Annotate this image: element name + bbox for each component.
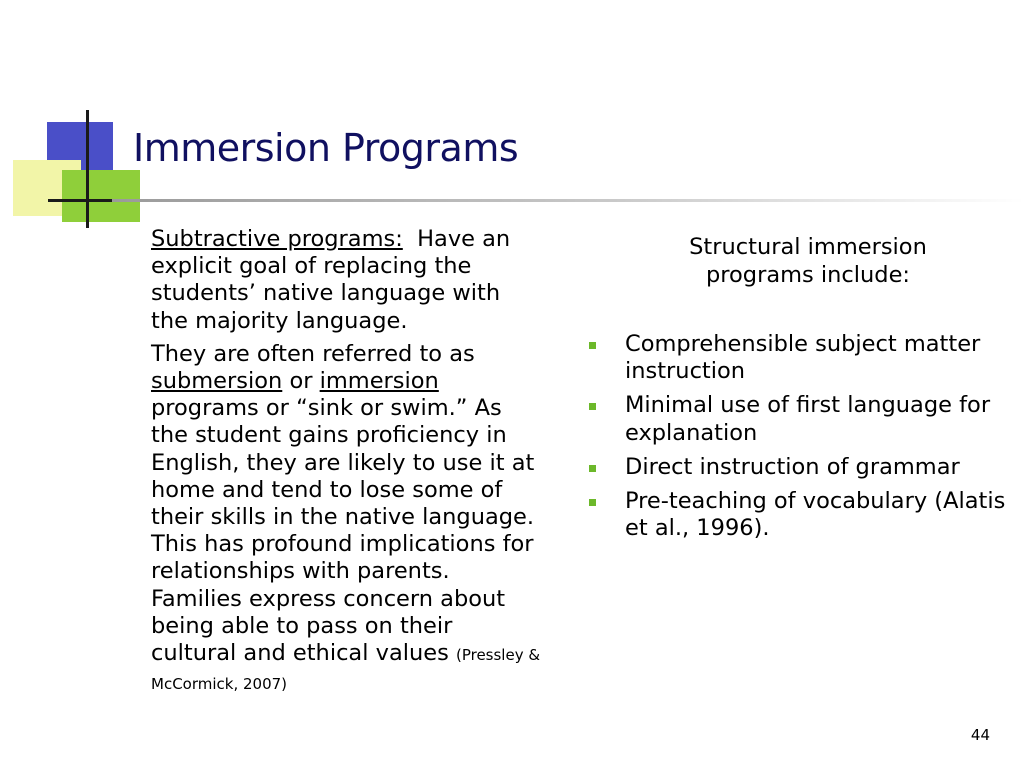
pressley-citation: (Pressley & McCormick, 2007)	[151, 646, 541, 694]
subtractive-definition-text: Have an explicit goal of replacing the students’ native language with the majority language.	[151, 226, 511, 334]
list-item	[585, 331, 1015, 385]
immersion-term: immersion	[319, 368, 439, 395]
submersion-intro-text: They are often referred to as	[151, 340, 475, 367]
bullet-text: Direct instruction of grammar	[625, 453, 960, 480]
square-bullet-icon	[589, 403, 596, 410]
submersion-paragraph	[151, 341, 541, 699]
square-bullet-icon	[589, 499, 596, 506]
structural-immersion-heading: Structural immersion programs include:	[689, 234, 927, 288]
bullet-text: Minimal use of first language for explanation	[625, 392, 991, 446]
list-item	[585, 488, 1015, 542]
square-bullet-icon	[589, 465, 596, 472]
left-text-column	[151, 226, 541, 698]
bullet-text: Pre-teaching of vocabulary (Alatis et al., 1996).	[625, 488, 1006, 542]
square-bullet-icon	[589, 342, 596, 349]
submersion-term: submersion	[151, 368, 283, 395]
subtractive-definition-paragraph	[151, 226, 541, 335]
slide-title: Immersion Programs	[133, 126, 519, 170]
subtractive-programs-term: Subtractive programs:	[151, 226, 403, 252]
or-text: or	[289, 368, 313, 395]
list-item	[585, 454, 1015, 481]
bullet-text: Comprehensible subject matter instruction	[625, 331, 981, 385]
title-underline-rule	[112, 199, 1024, 202]
list-item	[585, 392, 1015, 446]
decorative-green-square	[62, 170, 140, 222]
submersion-body-text: programs or “sink or swim.” As the student gains proficiency in English, they are likely to use it at home and tend to lose some of their skills in the native language. This has profound implications for relationships with parents. Families express concern about being able to pass on their cultural and ethical values	[151, 395, 535, 667]
structural-immersion-bullet-list	[585, 331, 1015, 549]
decorative-vertical-line	[86, 110, 89, 228]
slide-number: 44	[970, 726, 990, 744]
